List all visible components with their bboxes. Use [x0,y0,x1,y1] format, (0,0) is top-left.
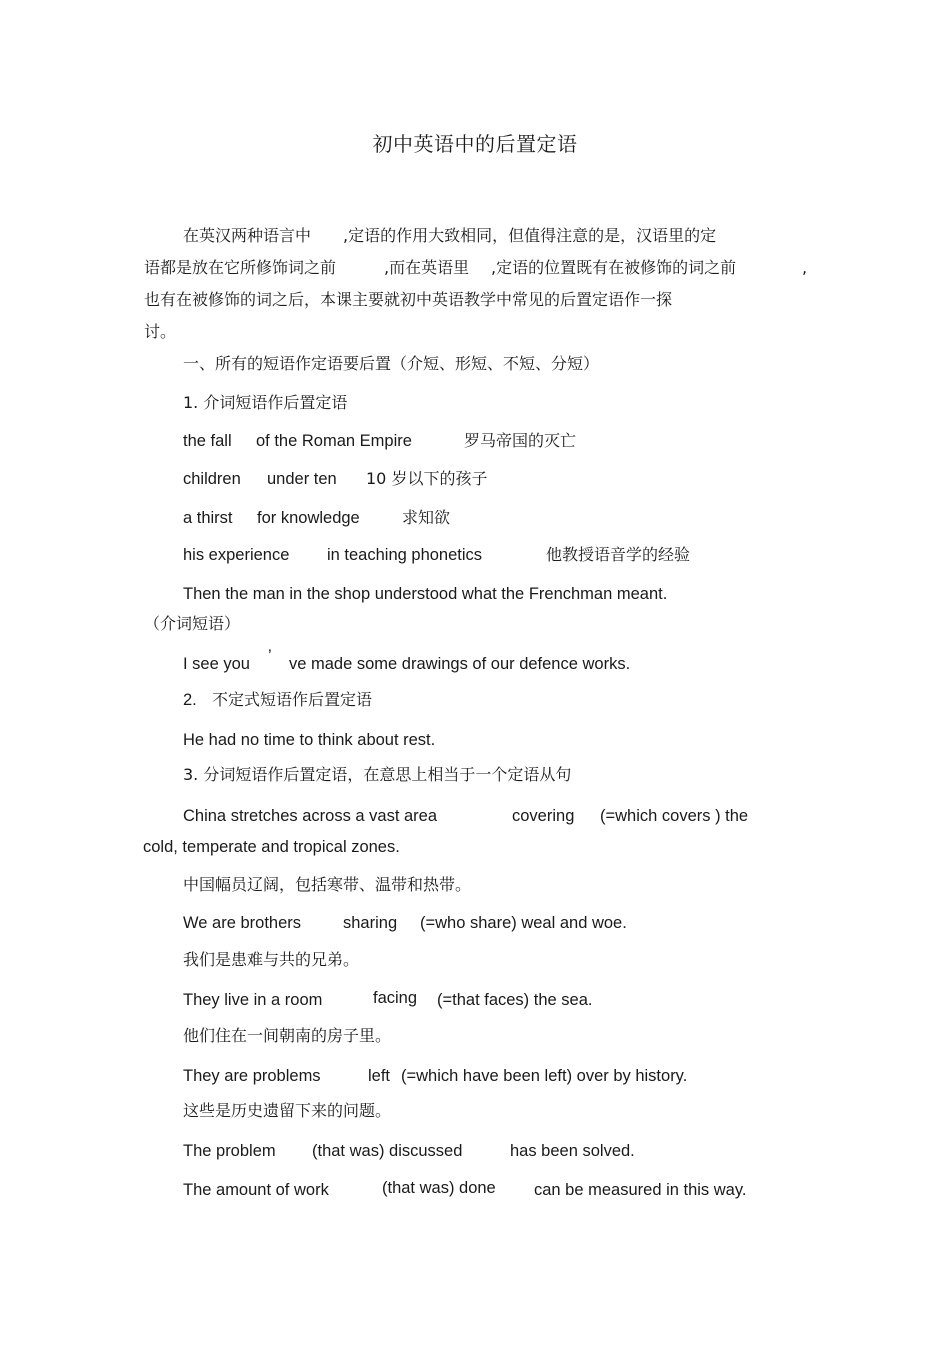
subheading-1: 1. 介词短语作后置定语 [183,393,348,412]
example-modifier: for knowledge [257,509,360,527]
example-gloss: (that was) discussed [312,1142,463,1160]
example-translation: 中国幅员辽阔，包括寒带、温带和热带。 [183,875,472,894]
example-modifier: under ten [267,470,337,488]
example-translation: 求知欲 [402,508,451,527]
example-gloss: (=who share) weal and woe. [420,914,627,932]
example-head: his experience [183,546,290,564]
example-note: （介词短语） [144,614,241,633]
example-translation: 罗马帝国的灭亡 [464,431,577,450]
intro-text: 在英汉两种语言中 [183,226,312,245]
example-text: The amount of work [183,1181,329,1199]
example-text: China stretches across a vast area [183,807,438,825]
subheading-3: 3. 分词短语作后置定语，在意思上相当于一个定语从句 [183,765,572,784]
intro-text: 语都是放在它所修饰词之前 [144,258,337,277]
section-heading-1: 一、所有的短语作定语要后置（介短、形短、不短、分短） [183,354,600,373]
example-translation: 我们是患难与共的兄弟。 [183,950,360,969]
example-sentence: Then the man in the shop understood what the Frenchman meant. [183,585,668,603]
example-gloss: (=which covers ) the [600,807,749,825]
example-translation: 他们住在一间朝南的房子里。 [183,1026,392,1045]
document-title: 初中英语中的后置定语 [372,132,578,156]
example-gloss: (=which have been left) over by history. [401,1067,688,1085]
example-gloss: (that was) done [382,1179,496,1197]
example-text: has been solved. [510,1142,635,1160]
example-translation: 这些是历史遗留下来的问题。 [183,1101,392,1120]
example-modifier: in teaching phonetics [327,546,483,564]
subheading-text: 不定式短语作后置定语 [212,690,373,709]
example-text: ve made some drawings of our defence works. [289,655,631,673]
example-translation: 10 岁以下的孩子 [366,469,488,488]
example-participle: left [368,1067,391,1085]
intro-text: ,而在英语里 [384,258,470,277]
example-text: cold, temperate and tropical zones. [143,838,400,856]
example-head: the fall [183,432,232,450]
subheading-number: 2. [183,691,197,709]
intro-line-4: 讨。 [144,322,177,341]
example-gloss: (=that faces) the sea. [437,991,593,1009]
example-participle: covering [512,807,575,825]
example-head: children [183,470,241,488]
intro-text: , [802,258,808,277]
example-text: The problem [183,1142,276,1160]
example-sentence: He had no time to think about rest. [183,731,436,749]
apostrophe: ’ [268,647,272,665]
example-text: They are problems [183,1067,321,1085]
example-text: They live in a room [183,991,323,1009]
example-head: a thirst [183,509,233,527]
intro-text: ,定语的作用大致相同，但值得注意的是，汉语里的定 [343,226,717,245]
example-text: I see you [183,655,250,673]
example-participle: sharing [343,914,398,932]
example-text: We are brothers [183,914,301,932]
intro-line-3: 也有在被修饰的词之后，本课主要就初中英语教学中常见的后置定语作一探 [144,290,673,309]
intro-text: ,定语的位置既有在被修饰的词之前 [491,258,737,277]
example-translation: 他教授语音学的经验 [546,545,691,564]
example-text: can be measured in this way. [534,1181,747,1199]
example-modifier: of the Roman Empire [256,432,412,450]
example-participle: facing [373,989,418,1007]
